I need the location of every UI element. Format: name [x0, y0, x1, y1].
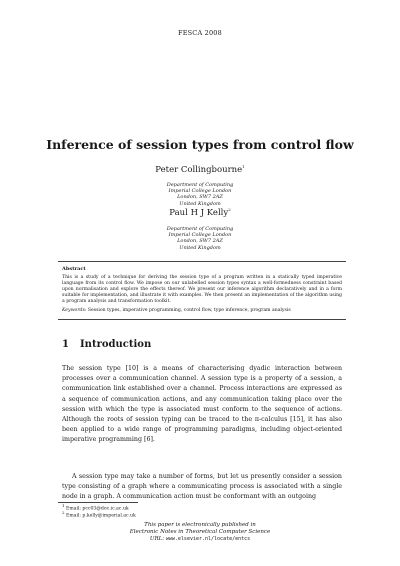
publication-url-link[interactable]: www.elsevier.nl/locate/entcs — [165, 536, 251, 542]
body-paragraph-2: A session type may take a number of forms, but let us presently consider a session type consisting of a graph where a communicating process is associated with a single node in a graph. A communication action must be conformant with an outgoing — [62, 473, 342, 501]
footnote-1-text: Email: pcc03@doc.ic.ac.uk — [66, 506, 129, 512]
author-2-footnote-mark[interactable]: 2 — [228, 207, 231, 213]
section-title: Introduction — [80, 339, 152, 350]
keywords — [62, 308, 342, 313]
abstract-body: This is a study of a technique for deriving the session type of a program written in a statically typed imperative language from its control flow. We impose on our unlabelled session types syntax a well-formedness constraint based upon normalisation and explore the effects thereof. We present our inference algorithm declaratively and in a form suitable for implementation, and illustrate it with examples. We then present an implementation of the algorithm using a program analysis and transformation toolkit. — [62, 275, 342, 304]
footnote-1-mark: 1 — [62, 503, 65, 508]
affiliation-line: London, SW7 2AZ — [177, 194, 223, 201]
affiliation-line: London, SW7 2AZ — [177, 238, 223, 245]
author-1 — [0, 165, 400, 175]
affiliation-line: Imperial College London — [168, 232, 232, 239]
section-number: 1 — [62, 339, 69, 350]
abstract-top-rule — [58, 261, 346, 262]
affiliation-line: United Kingdom — [179, 244, 221, 251]
abstract-heading: Abstract — [62, 266, 86, 272]
abstract-bottom-rule — [58, 319, 346, 320]
publication-url-line — [0, 536, 400, 543]
section-heading — [62, 339, 151, 350]
affiliation-line: Department of Computing — [166, 182, 234, 188]
author-2 — [0, 208, 400, 218]
author-1-name: Peter Collingbourne — [155, 165, 243, 175]
footnote-1 — [62, 503, 129, 512]
publication-notice — [0, 522, 400, 543]
affiliation-line: Department of Computing — [166, 226, 234, 232]
footnote-2 — [62, 510, 136, 519]
body-paragraph-1: The session type [10] is a means of characterising dyadic interaction between processes over a communication channel. A session type is a property of a session, a communication link established over a channel. Process interactions are expressed as a sequence of communication actions, and any communication taking place over the session with which the type is associated must conform to the sequence of actions. Although the roots of session typing can be traced to the π-calculus [15], it has also been applied to a wide range of programming paradigms, including object-oriented imperative programming [6]. — [62, 365, 342, 444]
footnote-rule — [58, 502, 138, 503]
keywords-label: Keywords: — [62, 308, 87, 313]
author-1-footnote-mark[interactable]: 1 — [242, 164, 245, 170]
publication-line-2: Electronic Notes in Theoretical Computer Science — [129, 529, 271, 535]
publication-url-label: URL: — [149, 536, 165, 542]
keywords-list: Session types, imperative programming, control flow, type inference, program analysis — [87, 308, 291, 313]
publication-line-1: This paper is electronically published in — [144, 522, 256, 528]
paper-title: Inference of session types from control flow — [46, 137, 354, 152]
affiliation-line: United Kingdom — [179, 200, 221, 207]
footnote-2-text: Email: p.kelly@imperial.ac.uk — [66, 513, 136, 519]
affiliation-line: Imperial College London — [168, 188, 232, 195]
author-2-affiliation — [0, 226, 400, 251]
author-2-name: Paul H J Kelly — [169, 208, 229, 218]
running-head: FESCA 2008 — [178, 29, 222, 37]
author-1-affiliation — [0, 182, 400, 207]
footnote-2-mark: 2 — [62, 510, 65, 515]
